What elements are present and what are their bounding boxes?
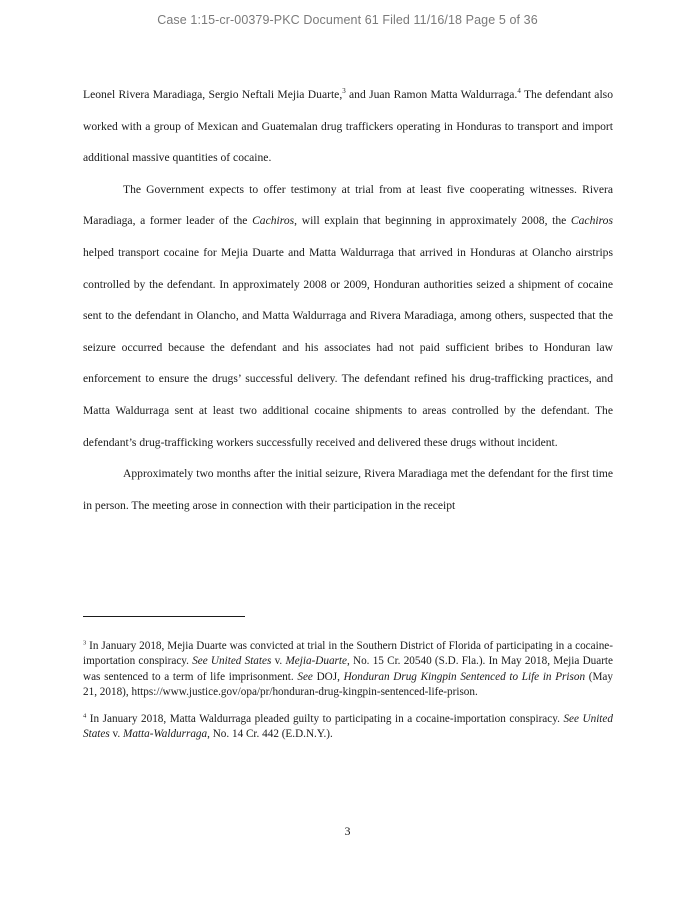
paragraph-2-text-3: helped transport cocaine for Mejia Duarte and Matta Waldurraga that arrived in Honduras at Olancho airstrips controlled by the defendant. In approximately 2008 or 2009, Honduran authorities seized a shipment of cocaine sent to the defendant in Olancho, and Matta Waldurraga and Rivera Maradiaga, among others, suspected that the seizure occurred because the defendant and his associates had not paid sufficient bribes to Honduran law enforcement to ensure the drugs’ successful delivery. The defendant refined his drug-trafficking practices, and Matta Waldurraga sent at least two additional cocaine shipments to areas controlled by the defendant. The defendant’s drug-trafficking workers successfully received and delivered these drugs without incident. (83, 245, 613, 449)
footnote-3-italic-4: Honduran Drug Kingpin Sentenced to Life in Prison (343, 670, 586, 683)
footnotes (83, 639, 613, 755)
footnote-divider (83, 616, 245, 617)
paragraph-1-text-b: and Juan Ramon Matta Waldurraga. (345, 88, 518, 101)
footnote-3 (83, 639, 613, 700)
footnote-ref-3[interactable]: 3 (342, 87, 346, 96)
paragraph-2-text-2: , will explain that beginning in approximately 2008, the (294, 214, 571, 228)
footnote-3-text-3: , No. 15 Cr. 20540 (S.D. Fla.). In May 2018, Mejia Duarte was sentenced to a term of life imprisonment. (83, 655, 614, 683)
footnote-4-text-2: v. (109, 728, 123, 741)
footnote-4-number: 4 (83, 712, 87, 720)
footnote-3-italic-1: See United States (192, 655, 272, 668)
paragraph-2-italic-2: Cachiros (570, 214, 613, 228)
paragraph-1 (83, 79, 613, 174)
paragraph-2 (83, 174, 613, 458)
page-number: 3 (344, 824, 351, 838)
footnote-3-text-2: v. (271, 655, 286, 668)
body-text (83, 79, 613, 521)
footnote-3-italic-3: See (297, 670, 313, 683)
case-header: Case 1:15-cr-00379-PKC Document 61 Filed 11/16/18 Page 5 of 36 (157, 13, 538, 27)
footnote-3-italic-2: Mejia-Duarte (285, 655, 347, 668)
paragraph-1-text-c: The defendant also worked with a group of Mexican and Guatemalan drug traffickers operating in Honduras to transport and import additional massive quantities of cocaine. (83, 88, 613, 165)
paragraph-1-text-a: Leonel Rivera Maradiaga, Sergio Neftali Mejia Duarte, (83, 88, 343, 101)
footnote-4 (83, 712, 613, 743)
footnote-4-text-1: In January 2018, Matta Waldurraga pleaded guilty to participating in a cocaine-importation conspiracy. (86, 713, 564, 726)
paragraph-3 (83, 458, 613, 521)
paragraph-2-italic-1: Cachiros (252, 214, 295, 228)
footnote-3-number: 3 (83, 639, 87, 647)
footnote-4-text-3: , No. 14 Cr. 442 (E.D.N.Y.). (207, 728, 333, 741)
footnote-4-italic-2: Matta-Waldurraga (123, 728, 208, 741)
footnote-3-text-4: DOJ, (312, 670, 344, 683)
paragraph-3-text: Approximately two months after the initial seizure, Rivera Maradiaga met the defendant for the first time in person. The meeting arose in connection with their participation in the receipt (83, 467, 613, 512)
footnote-ref-4[interactable]: 4 (517, 87, 521, 96)
paragraph-2-text-1: The Government expects to offer testimony at trial from at least five cooperating witnesses. Rivera Maradiaga, a former leader of the (83, 182, 613, 228)
footnote-4-italic-1: See United States (83, 713, 613, 741)
footnote-3-text-5: (May 21, 2018), https://www.justice.gov/opa/pr/honduran-drug-kingpin-sentenced-life-prison. (83, 670, 613, 698)
footnote-3-text-1: In January 2018, Mejia Duarte was convicted at trial in the Southern District of Florida of participating in a cocaine-importation conspiracy. (83, 640, 613, 668)
